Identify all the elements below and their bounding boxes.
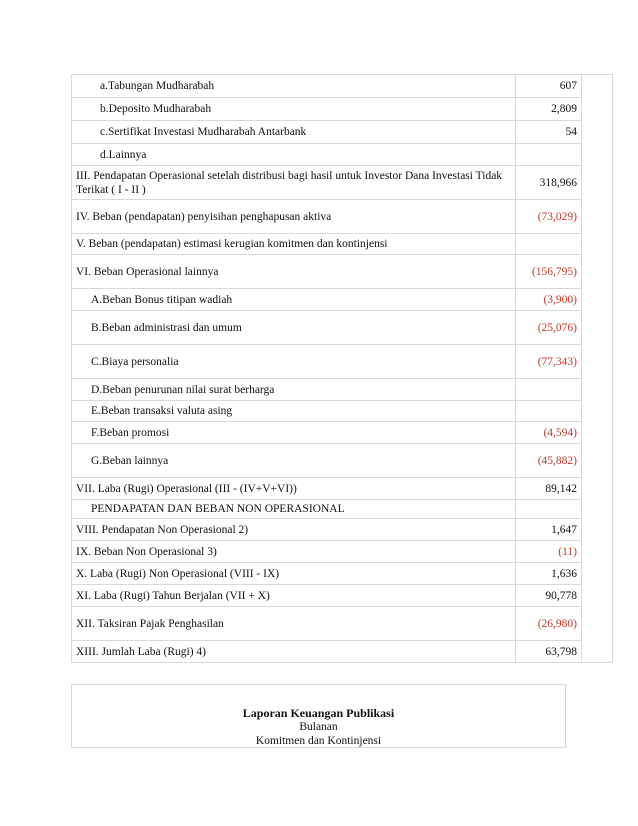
row-label: a.Tabungan Mudharabah (72, 75, 516, 98)
row-value: (25,076) (516, 311, 582, 345)
row-value: 63,798 (516, 641, 582, 663)
row-label: F.Beban promosi (72, 422, 516, 444)
row-value (516, 144, 582, 166)
table-row (72, 500, 613, 519)
report-period: Bulanan (299, 721, 338, 733)
table-row (72, 585, 613, 607)
row-label: XII. Taksiran Pajak Penghasilan (72, 607, 516, 641)
table-row (72, 289, 613, 311)
row-value: 2,809 (516, 98, 582, 121)
table-row (72, 563, 613, 585)
row-value: 1,647 (516, 519, 582, 541)
row-label: III. Pendapatan Operasional setelah distribusi bagi hasil untuk Investor Dana Investasi Tidak Terikat ( I - II ) (72, 166, 516, 200)
table-row (72, 641, 613, 663)
financial-statement-table (71, 74, 613, 663)
row-label: b.Deposito Mudharabah (72, 98, 516, 121)
row-label: VIII. Pendapatan Non Operasional 2) (72, 519, 516, 541)
row-value: (26,980) (516, 607, 582, 641)
row-label: XI. Laba (Rugi) Tahun Berjalan (VII + X) (72, 585, 516, 607)
row-value: (73,029) (516, 200, 582, 234)
row-label: VII. Laba (Rugi) Operasional (III - (IV+V+VI)) (72, 478, 516, 500)
row-value: 54 (516, 121, 582, 144)
row-label: B.Beban administrasi dan umum (72, 311, 516, 345)
row-value: 90,778 (516, 585, 582, 607)
row-value (516, 500, 582, 519)
row-value (516, 401, 582, 422)
report-section: Komitmen dan Kontinjensi (255, 735, 382, 747)
table-row (72, 379, 613, 401)
table-row (72, 166, 613, 200)
row-value: (156,795) (516, 255, 582, 289)
row-value: 1,636 (516, 563, 582, 585)
row-label: c.Sertifikat Investasi Mudharabah Antarbank (72, 121, 516, 144)
table-row (72, 255, 613, 289)
row-label: d.Lainnya (72, 144, 516, 166)
blank-column (582, 75, 613, 663)
row-label: V. Beban (pendapatan) estimasi kerugian komitmen dan kontinjensi (72, 234, 516, 255)
table-row (72, 234, 613, 255)
row-value: 607 (516, 75, 582, 98)
row-label: XIII. Jumlah Laba (Rugi) 4) (72, 641, 516, 663)
row-label: D.Beban penurunan nilai surat berharga (72, 379, 516, 401)
table-row (72, 444, 613, 478)
table-row (72, 144, 613, 166)
row-value (516, 379, 582, 401)
table-row (72, 519, 613, 541)
row-label: E.Beban transaksi valuta asing (72, 401, 516, 422)
table-row (72, 541, 613, 563)
table-row (72, 75, 613, 98)
row-value: (3,900) (516, 289, 582, 311)
row-value: 318,966 (516, 166, 582, 200)
table-row (72, 422, 613, 444)
row-label: VI. Beban Operasional lainnya (72, 255, 516, 289)
section-heading: PENDAPATAN DAN BEBAN NON OPERASIONAL (72, 500, 516, 519)
row-value: (77,343) (516, 345, 582, 379)
row-label: A.Beban Bonus titipan wadiah (72, 289, 516, 311)
row-value: (4,594) (516, 422, 582, 444)
row-label: C.Biaya personalia (72, 345, 516, 379)
row-value: (45,882) (516, 444, 582, 478)
table-row (72, 311, 613, 345)
row-value: 89,142 (516, 478, 582, 500)
row-label: G.Beban lainnya (72, 444, 516, 478)
report-title: Laporan Keuangan Publikasi (242, 706, 395, 720)
row-label: IV. Beban (pendapatan) penyisihan penghapusan aktiva (72, 200, 516, 234)
table-row (72, 345, 613, 379)
row-label: X. Laba (Rugi) Non Operasional (VIII - IX) (72, 563, 516, 585)
table-row (72, 478, 613, 500)
row-value: (11) (516, 541, 582, 563)
row-value (516, 234, 582, 255)
table-row (72, 200, 613, 234)
table-row (72, 607, 613, 641)
report-header-box (71, 684, 566, 748)
table-row (72, 401, 613, 422)
table-row (72, 121, 613, 144)
row-label: IX. Beban Non Operasional 3) (72, 541, 516, 563)
table-row (72, 98, 613, 121)
